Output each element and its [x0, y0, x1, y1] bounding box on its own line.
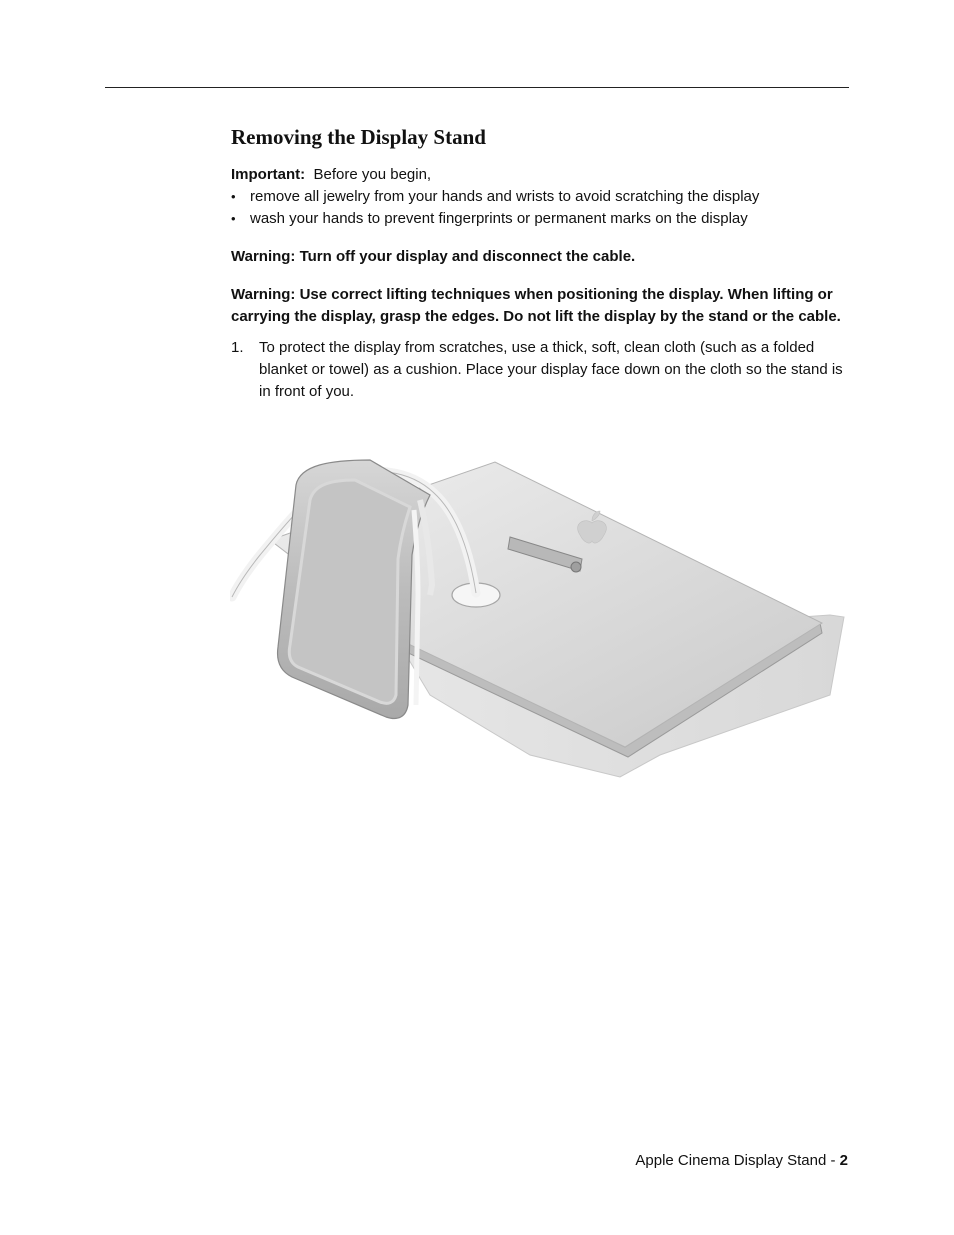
page-content	[231, 125, 851, 403]
page-footer	[635, 1151, 848, 1171]
list-item-text: wash your hands to prevent fingerprints or permanent marks on the display	[250, 210, 748, 227]
bullet-mark: •	[231, 189, 236, 204]
warning-lifting: Warning: Use correct lifting techniques when positioning the display. When lifting or carrying the display, grasp the edges. Do not lift the display by the stand or the cable.	[231, 286, 841, 325]
page-number: 2	[839, 1152, 848, 1169]
page-title: Removing the Display Stand	[231, 125, 486, 149]
list-item-text: remove all jewelry from your hands and wrists to avoid scratching the display	[250, 188, 760, 205]
step-list	[231, 337, 851, 403]
list-item	[231, 186, 851, 208]
connector-thumbscrew	[571, 562, 581, 572]
important-note	[231, 164, 851, 186]
list-item	[231, 208, 851, 230]
header-rule	[105, 87, 849, 88]
footer-title: Apple Cinema Display Stand -	[635, 1152, 840, 1169]
display-stand-photo	[230, 455, 848, 785]
important-text: Before you begin,	[313, 166, 432, 183]
precaution-list	[231, 186, 851, 230]
step-number: 1.	[231, 339, 244, 356]
bullet-mark: •	[231, 211, 236, 226]
step-text: To protect the display from scratches, use a thick, soft, clean cloth (such as a folded blanket or towel) as a cushion. Place your display face down on the cloth so the stand is in front of you.	[259, 339, 843, 400]
important-label: Important:	[231, 166, 306, 183]
step-item	[231, 337, 851, 403]
warning-power: Warning: Turn off your display and disconnect the cable.	[231, 248, 636, 265]
